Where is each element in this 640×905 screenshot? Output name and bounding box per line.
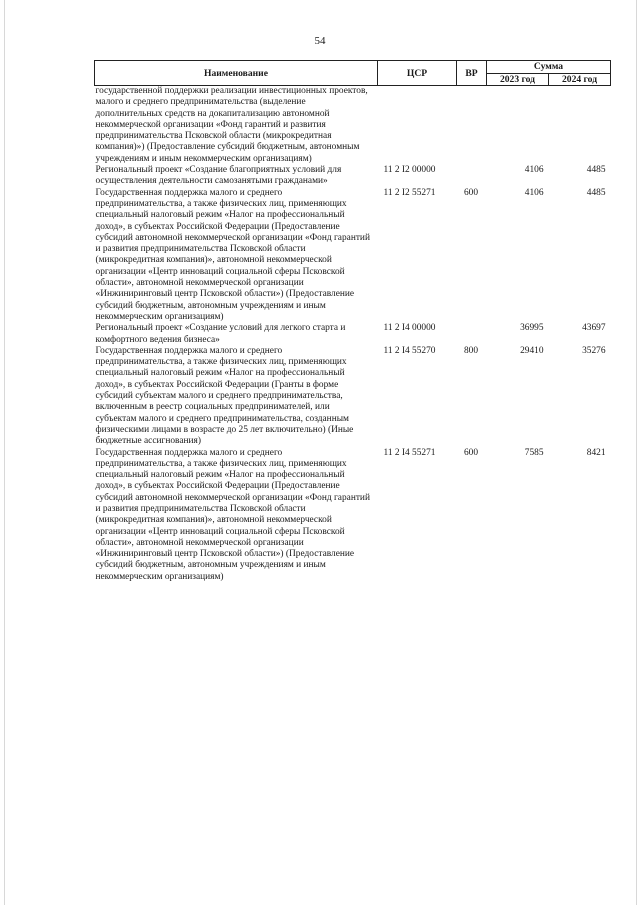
row-vr: 800 <box>463 345 479 356</box>
table-row <box>95 346 611 448</box>
header-name: Наименование <box>95 61 378 86</box>
page-number: 54 <box>314 35 326 47</box>
table-header <box>95 61 611 86</box>
scan-edge-left <box>4 0 5 905</box>
row-name: государственной поддержки реализации инвестиционных проектов, малого и среднего предпринимательства (выделение дополнительных средств на докапитализацию автономной некоммерческой организации «Фонд гарантий и развития предпринимательства Псковской области (микрокредитная компания)») (Предоставление субсидий бюджетным, автономным учреждениям и иным некоммерческим организациям) <box>95 86 368 164</box>
row-sum-2023: 36995 <box>520 323 544 334</box>
row-sum-2024: 4485 <box>586 187 606 198</box>
row-sum-2024: 35276 <box>582 345 606 356</box>
row-csr: 11 2 I2 00000 <box>383 165 436 176</box>
row-name: Региональный проект «Создание благоприятных условий для осуществления деятельности самозанятыми гражданами» <box>95 165 342 187</box>
row-vr <box>457 165 487 188</box>
table-row <box>95 448 611 584</box>
row-sum-2024: 4485 <box>586 165 606 176</box>
row-name: Государственная поддержка малого и среднего предпринимательства, а также физических лиц, применяющих специальный налоговый режим «Налог на профессиональный доход», в субъектах Российской Федерации (Гранты в форме субсидий субъектам малого и среднего предпринимательства, включенным в реестр социальных предпринимателей, или субъектам малого и среднего предпринимательства, созданным физическими лицами в возрасте до 25 лет включительно) (Иные бюджетные ассигнования) <box>95 345 354 447</box>
header-vr: ВР <box>457 61 487 86</box>
table-body <box>95 86 611 584</box>
row-name: Государственная поддержка малого и среднего предпринимательства, а также физических лиц, применяющих специальный налоговый режим «Налог на профессиональный доход», в субъектах Российской Федерации (Предоставление субсидий автономной некоммерческой организации «Фонд гарантий и развития предпринимательства Псковской области (микрокредитная компания)», автономной некоммерческой организации «Центр инноваций социальной сферы Псковской области», автономной некоммерческой организации «Инжиниринговый центр Псковской области») (Предоставление субсидий бюджетным, автономным учреждениям и иным некоммерческим организациям) <box>95 187 370 322</box>
row-name: Государственная поддержка малого и среднего предпринимательства, а также физических лиц, применяющих специальный налоговый режим «Налог на профессиональный доход», в субъектах Российской Федерации (Предоставление субсидий автономной некоммерческой организации «Фонд гарантий и развития предпринимательства Псковской области (микрокредитная компания)», автономной некоммерческой организации «Центр инноваций социальной сферы Псковской области», автономной некоммерческой организации «Инжиниринговый центр Псковской области») (Предоставление субсидий бюджетным, автономным учреждениям и иным некоммерческим организациям) <box>95 447 370 582</box>
row-vr <box>457 323 487 346</box>
row-sum-2024 <box>549 86 611 166</box>
row-sum-2023: 4106 <box>524 165 544 176</box>
row-sum-2023: 4106 <box>524 187 544 198</box>
header-year-2024: 2024 год <box>549 73 611 86</box>
table-row <box>95 188 611 324</box>
header-sum: Сумма <box>487 61 611 74</box>
row-csr: 11 2 I2 55271 <box>383 187 436 198</box>
row-csr <box>378 86 457 166</box>
row-vr: 600 <box>463 447 479 458</box>
scan-edge-right <box>636 0 637 905</box>
row-sum-2024: 43697 <box>582 323 606 334</box>
row-sum-2023 <box>487 86 549 166</box>
table-row <box>95 323 611 346</box>
row-vr <box>457 86 487 166</box>
table-row <box>95 165 611 188</box>
header-year-2023: 2023 год <box>487 73 549 86</box>
table-row <box>95 86 611 166</box>
row-sum-2023: 29410 <box>520 345 544 356</box>
row-name: Региональный проект «Создание условий для легкого старта и комфортного ведения бизнеса» <box>95 323 346 345</box>
budget-table <box>94 60 611 583</box>
row-csr: 11 2 I4 00000 <box>383 323 436 334</box>
header-csr: ЦСР <box>378 61 457 86</box>
row-sum-2024: 8421 <box>586 447 606 458</box>
row-sum-2023: 7585 <box>524 447 544 458</box>
row-vr: 600 <box>463 187 479 198</box>
row-csr: 11 2 I4 55270 <box>383 345 436 356</box>
row-csr: 11 2 I4 55271 <box>383 447 436 458</box>
